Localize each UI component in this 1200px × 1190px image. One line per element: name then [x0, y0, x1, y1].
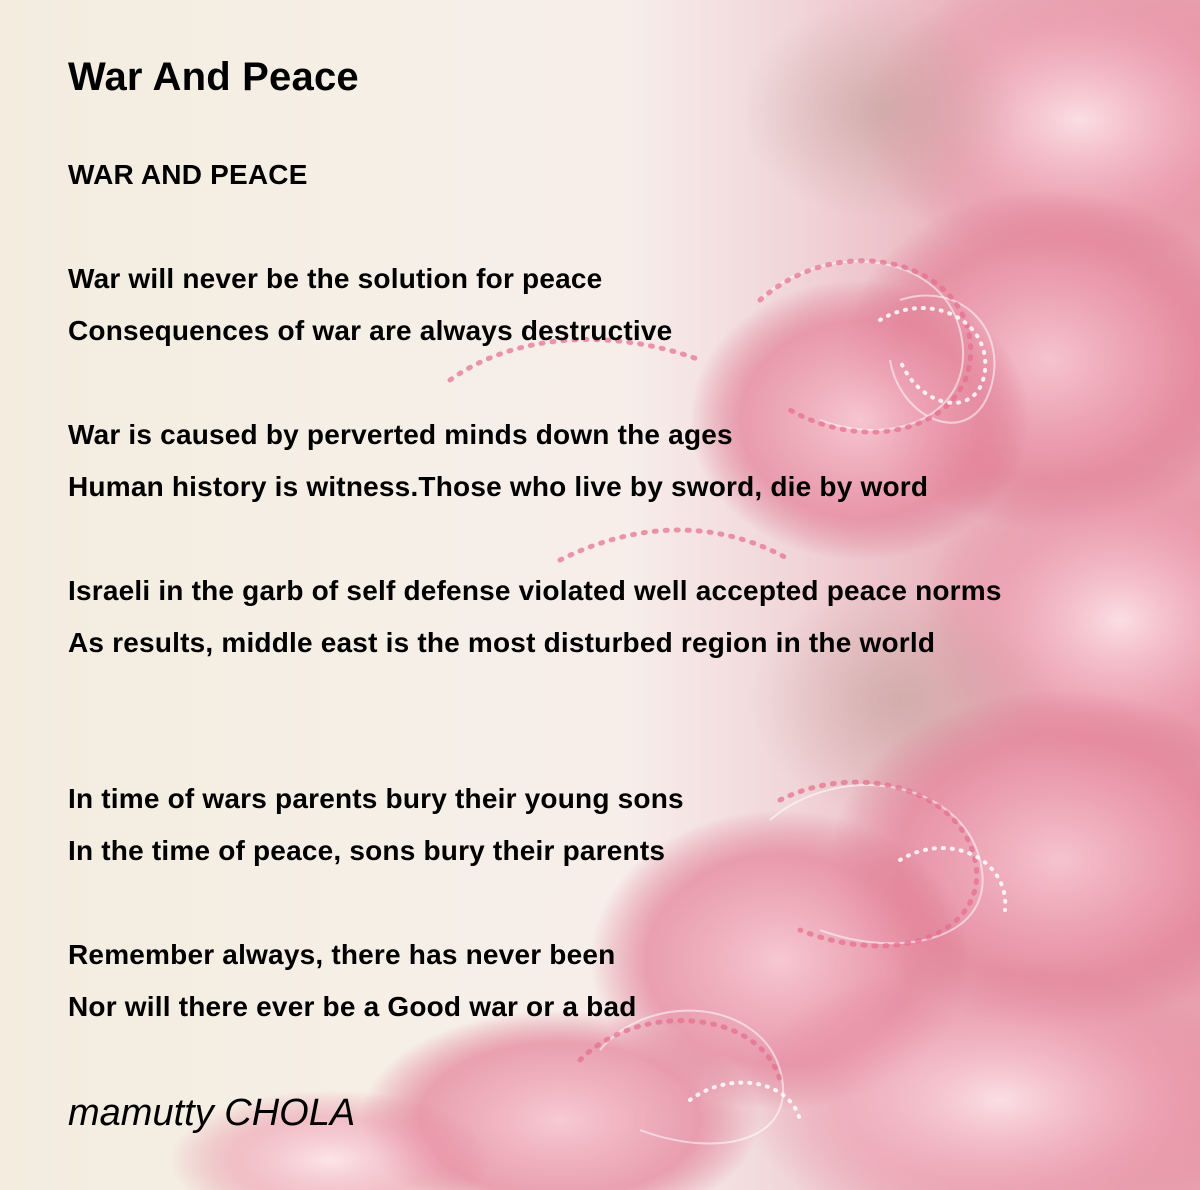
poem-line: As results, middle east is the most disturbed region in the world: [68, 627, 936, 658]
poem-line: In time of wars parents bury their young sons: [68, 783, 684, 814]
poem-line: Human history is witness.Those who live by sword, die by word: [68, 471, 929, 502]
poem-line: In the time of peace, sons bury their parents: [68, 835, 666, 866]
poem-line: Nor will there ever be a Good war or a bad: [68, 991, 637, 1022]
poem-title: War And Peace: [68, 55, 359, 99]
poem-line: Consequences of war are always destructive: [68, 315, 673, 346]
poem-line: Remember always, there has never been: [68, 939, 616, 970]
poem-line: War will never be the solution for peace: [68, 263, 603, 294]
poem-author: mamutty CHOLA: [68, 1092, 356, 1134]
poem-line: War is caused by perverted minds down the ages: [68, 419, 733, 450]
poem-heading-line: WAR AND PEACE: [68, 159, 308, 190]
poem-line: Israeli in the garb of self defense violated well accepted peace norms: [68, 575, 1002, 606]
